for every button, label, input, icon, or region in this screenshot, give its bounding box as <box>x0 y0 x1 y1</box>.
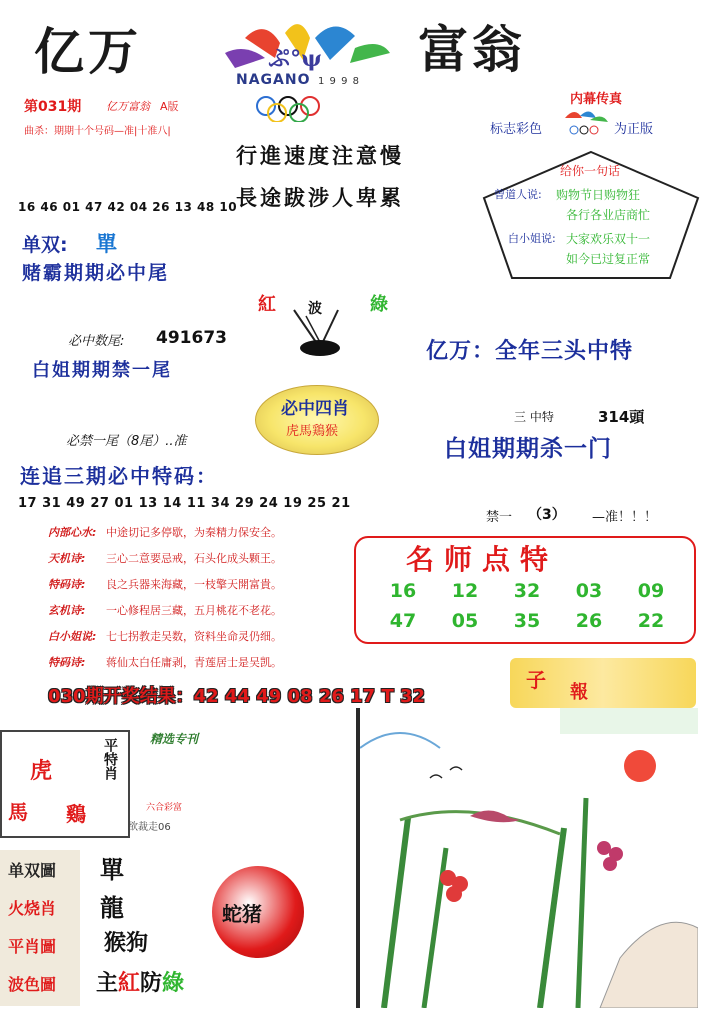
poem-text: 七七拐教走吴数，资料坐命灵仍细。 <box>106 630 282 643</box>
poem-label: 白小姐说: <box>48 630 97 643</box>
banner-tag-2: 報 <box>570 682 588 703</box>
grid-label: 平肖圖 <box>8 937 57 956</box>
zodiac-item: 鷄 <box>66 802 86 826</box>
snake-pig: 蛇猪 <box>222 902 262 926</box>
four-zodiac-title: 必中四肖 <box>281 399 349 419</box>
master-number: 03 <box>575 580 603 602</box>
poem-label: 天机诗: <box>48 552 86 565</box>
ban-one-label: 禁一 <box>486 510 513 525</box>
tail-slogan: 赌霸期期必中尾 <box>22 262 170 284</box>
poem-label: 玄机诗: <box>48 604 86 617</box>
mini-sub: 欲裁走06 <box>128 822 171 833</box>
numbers-row-1: 16 46 01 47 42 04 26 13 48 10 <box>18 200 238 214</box>
bai-tail: 白姐期期禁一尾 <box>32 360 172 381</box>
banner-tag: 子 <box>526 668 546 692</box>
master-number: 32 <box>513 580 541 602</box>
advice-pentagon <box>480 148 702 278</box>
single-mark: 單 <box>100 855 124 884</box>
defend-char: 防 <box>140 970 163 996</box>
wave-green: 綠 <box>370 294 388 315</box>
poem-row <box>48 576 282 592</box>
poem-row <box>48 628 282 644</box>
vertical-tag: 平特肖 <box>102 738 118 780</box>
monkey-dog: 猴狗 <box>104 930 149 956</box>
advice-line-1a: 购物节日购物狂 <box>556 188 641 202</box>
middle-special-value: 314頭 <box>598 408 645 426</box>
zodiac-item: 虎 <box>30 758 53 784</box>
poem-row <box>48 654 282 670</box>
consecutive-title: 连追三期必中特码： <box>20 464 218 488</box>
issue-note: 曲杀：期期十个号码—准|十准八| <box>24 126 171 137</box>
right-card-right-label: 为正版 <box>614 122 654 137</box>
poem-row <box>48 550 282 566</box>
numbers-row-2: 17 31 49 27 01 13 14 11 34 29 24 19 25 21 <box>18 496 351 511</box>
master-number: 35 <box>513 610 541 632</box>
right-card-left-label: 标志彩色 <box>490 122 543 137</box>
main-char: 主 <box>96 970 119 996</box>
master-number: 22 <box>637 610 665 632</box>
master-number: 47 <box>389 610 417 632</box>
mini-logo-icon <box>560 106 610 140</box>
poem-text: 中途切记多停歇，为秦精力保安全。 <box>106 526 282 539</box>
master-number: 05 <box>451 610 479 632</box>
draw-results: 030期开奖结果：42 44 49 08 26 17 T 32 <box>48 686 426 707</box>
wave-graphic <box>270 290 380 364</box>
master-number: 16 <box>389 580 417 602</box>
olympic-rings-icon <box>250 94 360 126</box>
master-number: 12 <box>451 580 479 602</box>
title-left: 亿万 <box>34 22 142 81</box>
master-number: 26 <box>575 610 603 632</box>
grid-label: 火烧肖 <box>8 899 57 918</box>
wave-mid: 波 <box>308 301 322 317</box>
issue-number: 第031期 <box>24 99 82 115</box>
poem-label: 特码诗: <box>48 578 86 591</box>
slogan-2: 長途跋涉人卑累 <box>236 185 404 210</box>
ban-one-value: （3） <box>528 507 566 523</box>
right-card-title: 内幕传真 <box>570 92 623 107</box>
title-right: 富翁 <box>418 20 526 79</box>
publication-label: 精选专刊 <box>150 732 199 746</box>
bai-door: 白姐期期杀一门 <box>444 436 612 462</box>
single-double-label: 单双: <box>22 234 68 256</box>
zodiac-item: 馬 <box>8 800 28 824</box>
dragon-mark: 龍 <box>100 893 124 922</box>
four-zodiac-value: 虎馬鶏猴 <box>286 424 339 439</box>
advice-speaker-1: 曾道人说: <box>494 188 542 201</box>
yiwan-head: 亿万：全年三头中特 <box>426 339 634 364</box>
issue-grade: A版 <box>160 100 179 113</box>
red-char: 紅 <box>118 970 141 996</box>
bottom-left-panel <box>0 730 350 1008</box>
famous-master-title: 名师点特 <box>406 543 559 576</box>
middle-special-label: 三 中特 <box>514 410 554 424</box>
poem-text: 良之兵器来海藏，一枝擎天開富貴。 <box>106 578 282 591</box>
ban-one-suffix: —准！！！ <box>592 510 658 525</box>
poem-text: 一心修程居三藏，五月桃花不老花。 <box>106 604 282 617</box>
single-double-value: 單 <box>96 232 117 256</box>
poem-label: 内部心水: <box>48 526 97 539</box>
poem-text: 三心二意要忌戒，石头化成头颗王。 <box>106 552 282 565</box>
advice-line-1b: 各行各业店商忙 <box>566 208 651 222</box>
must-tail-value: 491673 <box>156 328 227 348</box>
advice-line-2a: 大家欢乐双十一 <box>566 232 651 246</box>
advice-speaker-2: 白小姐说: <box>508 232 556 245</box>
main-defend <box>96 966 184 997</box>
logo-text: NAGANO <box>236 72 311 88</box>
svg-text:ぷ°ψ: ぷ°ψ <box>268 46 322 72</box>
slogan-1: 行進速度注意慢 <box>236 143 404 168</box>
advice-line-2b: 如今已过复正常 <box>566 252 651 266</box>
poem-row <box>48 602 282 618</box>
poem-row <box>48 524 282 540</box>
logo-year: 1 9 9 8 <box>318 76 360 87</box>
poem-text: 蒋仙太白任庸剥，青莲居士是吴凯。 <box>106 656 282 669</box>
must-tail-label: 必中数尾: <box>68 334 125 349</box>
green-char: 綠 <box>162 970 185 996</box>
ban-tail: 必禁一尾（8尾）..准 <box>66 434 187 449</box>
grid-label: 单双圖 <box>8 861 57 880</box>
master-number: 09 <box>637 580 665 602</box>
mini-brand: 六合彩富 <box>146 803 183 813</box>
grid-label: 波色圖 <box>8 975 57 994</box>
poem-label: 特码诗: <box>48 656 86 669</box>
bamboo-illustration <box>356 708 698 1008</box>
issue-brand: 亿万富翁 <box>106 100 150 113</box>
advice-title: 给你一句话 <box>560 164 621 178</box>
wave-red: 紅 <box>258 294 276 315</box>
